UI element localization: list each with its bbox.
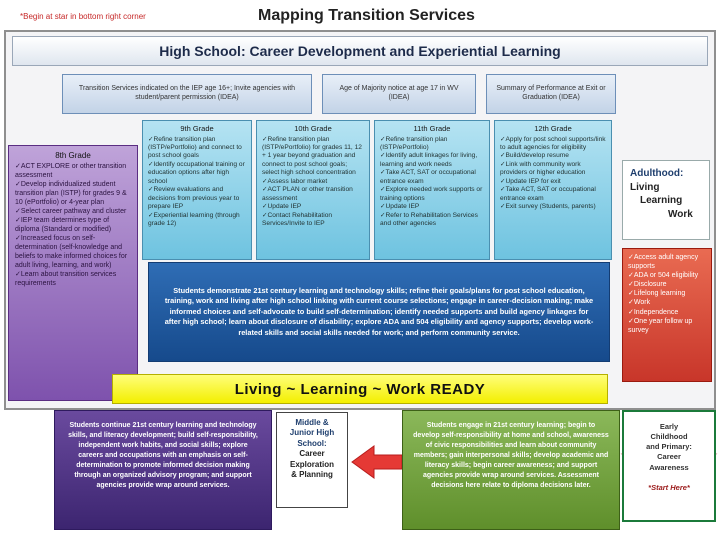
bottom-middle-arrow [352, 446, 402, 478]
transition-services-box: Transition Services indicated on the IEP age 16+; Invite agencies with student/parent permission (IDEA) [62, 74, 312, 114]
grade-8-item: ✓Select career pathway and cluster [15, 208, 127, 215]
middle-school-label-line: Middle & [295, 418, 329, 427]
early-childhood-label-line: Childhood [650, 432, 688, 442]
grade-8-item: ✓Increased focus on self-determination (self-knowledge and beliefs to make informed choices for adult living, learning, and work) [15, 234, 128, 269]
adulthood-item: ✓One year follow up survey [628, 317, 693, 334]
grade-10-item: ✓Refine transition plan (ISTP/ePortfolio) for grades 11, 12 + 1 year beyond graduation and connect to post school goals; select high school concentration [262, 135, 362, 177]
grade-9-item: ✓Identify occupational training or education options after high school [148, 160, 245, 185]
grade-11-item: ✓Explore needed work supports or training options [380, 186, 483, 202]
adulthood-list-box [622, 248, 712, 382]
grade-10-item: ✓Assess labor market [262, 177, 328, 185]
early-childhood-label-box [622, 410, 716, 522]
page-title: Mapping Transition Services [258, 7, 475, 24]
grade-9-item: ✓Experiential learning (through grade 12) [148, 211, 240, 227]
grade-12-item: ✓Take ACT, SAT or occupational entrance exam [500, 186, 596, 202]
grade-12-item: ✓Build/develop resume [500, 152, 569, 160]
adulthood-line: Living [630, 181, 660, 193]
grade-11-item: ✓Identify adult linkages for living, learning and work needs [380, 152, 478, 168]
middle-school-label-box [276, 412, 348, 508]
grade-12-heading: 12th Grade [534, 124, 572, 133]
start-note: *Begin at star in bottom right corner [20, 12, 146, 21]
adulthood-line: Work [668, 208, 693, 220]
grade-9-item: ✓Review evaluations and decisions from previous year to prepare IEP [148, 186, 240, 211]
grade-11-item: ✓Refine transition plan (ISTP/ePortfolio) [380, 135, 448, 152]
ready-banner: Living ~ Learning ~ Work READY [112, 374, 608, 404]
grade-10-item: ✓Contact Rehabilitation Services/Invite to IEP [262, 211, 333, 227]
adulthood-item: ✓Independence [628, 308, 679, 316]
grade-10-item: ✓Update IEP [262, 203, 302, 211]
middle-school-description: Students continue 21st century learning and technology skills, and literacy development; build self-responsibility, independent work habits, and social skills; explore careers and occupations with an emphasis on self-determination to promote informed decision making through an organized advisory program; and support agencies provide wrap around services. [68, 422, 258, 489]
grade-9-item: ✓Refine transition plan (ISTP/ePortfolio) and connect to post school goals [148, 135, 242, 160]
early-childhood-description: Students engage in 21st century learning; begin to develop self-responsibility at home and school, awareness of civic responsibilities and learn about community members; gain interpersonal skills; develop academic and literacy skills; begin career awareness; and support agencies provide wrap around services. Assessment decisions here relate to diploma decisions later. [413, 422, 609, 489]
early-childhood-label-line: and Primary: [646, 442, 692, 452]
high-school-banner: High School: Career Development and Experiential Learning [12, 36, 708, 66]
grade-8-box [8, 145, 138, 401]
adulthood-item: ✓Work [628, 299, 651, 307]
early-childhood-label-line: Career [657, 452, 681, 462]
adulthood-item: ✓ADA or 504 eligibility [628, 272, 699, 280]
adulthood-box [622, 160, 710, 240]
early-childhood-description-box [402, 410, 620, 530]
adulthood-title: Adulthood: [630, 168, 684, 179]
grade-8-item: ✓ACT EXPLORE or other transition assessment [15, 163, 127, 180]
grade-11-item: ✓Refer to Rehabilitation Services and other agencies [380, 211, 478, 227]
high-school-summary-box [148, 262, 610, 362]
grade-11-column [374, 120, 490, 260]
adulthood-item: ✓Disclosure [628, 281, 667, 289]
middle-school-label-line: Career [299, 449, 325, 459]
middle-school-label-line: Junior High [289, 428, 335, 438]
adulthood-item: ✓Lifelong learning [628, 290, 686, 298]
middle-school-label-line: Exploration [289, 459, 334, 469]
grade-12-item: ✓Update IEP for exit [500, 177, 561, 185]
grade-8-item: ✓Learn about transition services requirements [15, 270, 117, 287]
middle-school-label-line: & Planning [291, 469, 333, 479]
grade-10-heading: 10th Grade [294, 124, 332, 133]
grade-11-item: ✓Update IEP [380, 203, 420, 211]
early-childhood-label-line: Early [659, 422, 679, 431]
grade-8-item: ✓Develop individualized student transition plan (ISTP) for grades 9 & 10 (ePortfolio) or 4-year plan [15, 181, 127, 207]
adulthood-item: ✓Access adult agency supports [628, 254, 699, 271]
summary-of-performance-box: Summary of Performance at Exit or Graduation (IDEA) [486, 74, 616, 114]
grade-8-heading: 8th Grade [55, 151, 91, 160]
grade-12-column [494, 120, 612, 260]
early-childhood-label-line: Awareness [649, 462, 689, 472]
grade-9-heading: 9th Grade [180, 124, 214, 133]
grade-9-column [142, 120, 252, 260]
adulthood-line: Learning [640, 195, 683, 206]
grade-12-item: ✓Apply for post school supports/link to adult agencies for eligibility [500, 135, 606, 152]
grade-12-item: ✓Exit survey (Students, parents) [500, 203, 596, 211]
grade-8-item: ✓IEP team determines type of diploma (Standard or modified) [15, 216, 112, 233]
high-school-summary-text: Students demonstrate 21st century learning and technology skills; refine their goals/plans for post school education, training, work and living after high school linking with current course selections; engage in career-decision making; make informed choices and self-advocate to build self-determination; identify needed supports and build agency linkages for after high school; learn about disclosure of disability; explore ADA and 504 eligibility and agency supports; develop work-related skills and social skills needed for work; and perform community service. [164, 285, 594, 337]
grade-11-item: ✓Take ACT, SAT or occupational entrance exam [380, 169, 476, 185]
grade-11-heading: 11th Grade [413, 124, 451, 133]
age-of-majority-box: Age of Majority notice at age 17 in WV (IDEA) [322, 74, 476, 114]
grade-10-column [256, 120, 370, 260]
grade-10-item: ✓ACT PLAN or other transition assessment [262, 186, 353, 202]
start-here-label: *Start Here* [648, 482, 690, 492]
middle-school-label-line: School: [297, 438, 327, 448]
grade-12-item: ✓Link with community work providers or higher education [500, 160, 586, 177]
middle-school-description-box [54, 410, 272, 530]
